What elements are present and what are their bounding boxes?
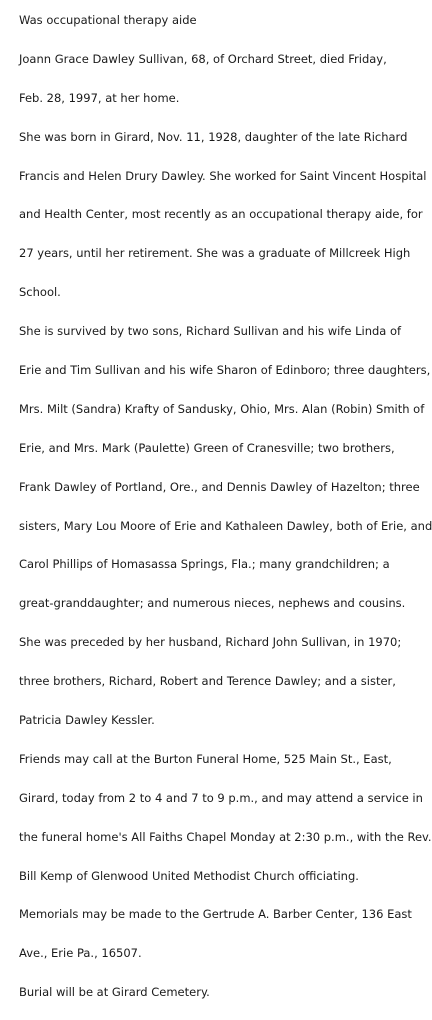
text-line: Bill Kemp of Glenwood United Methodist Church officiating. <box>19 868 359 883</box>
text-line: She was born in Girard, Nov. 11, 1928, daughter of the late Richard <box>19 129 408 144</box>
text-line: Memorials may be made to the Gertrude A. Barber Center, 136 East <box>19 907 412 922</box>
text-line: Feb. 28, 1997, at her home. <box>19 90 180 105</box>
obituary-document <box>19 9 432 1020</box>
text-line: great-granddaughter; and numerous nieces, nephews and cousins. <box>19 596 406 611</box>
text-line: 27 years, until her retirement. She was a graduate of Millcreek High <box>19 246 411 261</box>
text-line: Burial will be at Girard Cemetery. <box>19 985 210 1000</box>
text-line: Friends may call at the Burton Funeral Home, 525 Main St., East, <box>19 751 392 766</box>
headline: Was occupational therapy aide <box>19 13 197 27</box>
text-line: Erie, and Mrs. Mark (Paulette) Green of Cranesville; two brothers, <box>19 440 395 455</box>
text-line: Frank Dawley of Portland, Ore., and Dennis Dawley of Hazelton; three <box>19 479 420 494</box>
text-line: the funeral home's All Faiths Chapel Monday at 2:30 p.m., with the Rev. <box>19 829 432 844</box>
text-line: Girard, today from 2 to 4 and 7 to 9 p.m., and may attend a service in <box>19 790 423 805</box>
text-line: She is survived by two sons, Richard Sullivan and his wife Linda of <box>19 324 402 339</box>
text-line: Joann Grace Dawley Sullivan, 68, of Orchard Street, died Friday, <box>19 51 387 66</box>
text-line: Mrs. Milt (Sandra) Krafty of Sandusky, Ohio, Mrs. Alan (Robin) Smith of <box>19 401 425 416</box>
text-line: three brothers, Richard, Robert and Terence Dawley; and a sister, <box>19 674 396 689</box>
text-line: Carol Phillips of Homasassa Springs, Fla.; many grandchildren; a <box>19 557 390 572</box>
text-line: Patricia Dawley Kessler. <box>19 713 155 728</box>
text-line: Francis and Helen Drury Dawley. She worked for Saint Vincent Hospital <box>19 168 427 183</box>
text-line: Erie and Tim Sullivan and his wife Sharon of Edinboro; three daughters, <box>19 363 431 378</box>
text-line: Ave., Erie Pa., 16507. <box>19 946 142 961</box>
text-line: School. <box>19 285 61 300</box>
text-line: and Health Center, most recently as an occupational therapy aide, for <box>19 207 423 222</box>
text-line: She was preceded by her husband, Richard John Sullivan, in 1970; <box>19 635 402 650</box>
text-line: sisters, Mary Lou Moore of Erie and Kathaleen Dawley, both of Erie, and <box>19 518 432 533</box>
